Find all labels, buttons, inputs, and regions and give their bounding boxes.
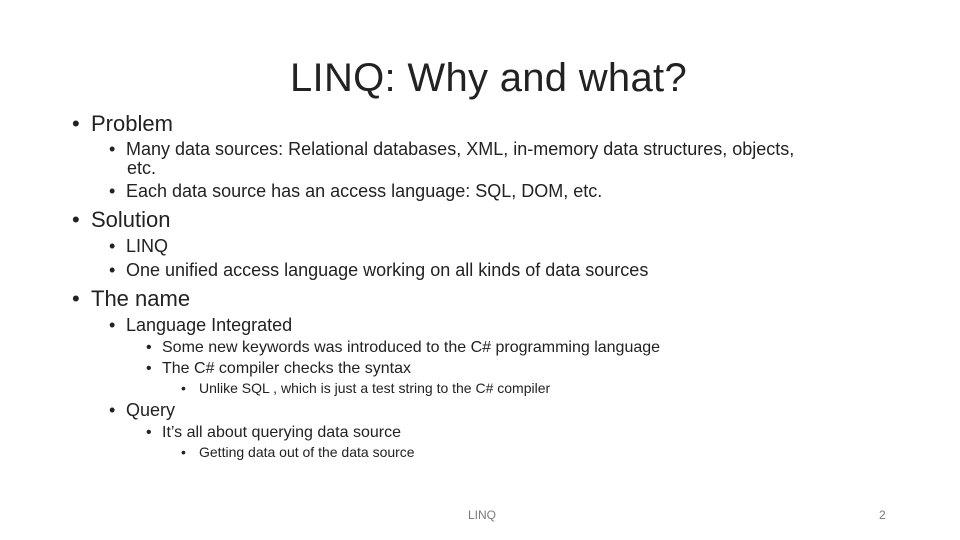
bullet-solution <box>72 207 171 233</box>
bullet-li-item-2-sub <box>181 380 550 396</box>
bullet-the-name <box>72 286 190 312</box>
bullet-dot: • <box>72 207 80 232</box>
slide-title: LINQ: Why and what? <box>290 56 687 100</box>
bullet-dot: • <box>109 260 116 280</box>
bullet-dot: • <box>146 339 152 356</box>
bullet-problem-item-2 <box>109 181 602 202</box>
footer-text: LINQ <box>468 508 497 522</box>
heading-the-name: The name <box>91 286 191 311</box>
query-item-1-sub-text: Getting data out of the data source <box>199 444 415 460</box>
li-item-2-text: The C# compiler checks the syntax <box>162 360 411 377</box>
problem-item-1-continuation: etc. <box>127 158 157 178</box>
bullet-query <box>109 400 175 421</box>
bullet-dot: • <box>181 380 186 396</box>
bullet-solution-item-1 <box>109 236 168 257</box>
bullet-language-integrated <box>109 315 292 336</box>
heading-problem: Problem <box>91 111 173 136</box>
bullet-li-item-1 <box>146 339 660 357</box>
bullet-dot: • <box>146 424 152 441</box>
bullet-dot: • <box>109 139 116 159</box>
bullet-dot: • <box>72 111 80 136</box>
query-item-1-text: It’s all about querying data source <box>162 424 401 441</box>
query-text: Query <box>126 400 176 420</box>
bullet-dot: • <box>109 181 116 201</box>
bullet-problem-item-1 <box>109 139 794 160</box>
bullet-problem <box>72 111 173 137</box>
bullet-query-item-1 <box>146 424 401 442</box>
problem-item-1-text: Many data sources: Relational databases, XML, in-memory data structures, objects, <box>126 139 795 159</box>
bullet-dot: • <box>146 360 152 377</box>
heading-solution: Solution <box>91 207 171 232</box>
li-item-2-sub-text: Unlike SQL , which is just a test string to the C# compiler <box>199 380 551 396</box>
bullet-dot: • <box>109 315 116 335</box>
bullet-query-item-1-sub <box>181 444 415 460</box>
bullet-dot: • <box>109 400 116 420</box>
slide-number: 2 <box>879 508 886 522</box>
bullet-solution-item-2 <box>109 260 648 281</box>
bullet-li-item-2 <box>146 360 411 378</box>
bullet-dot: • <box>181 444 186 460</box>
problem-item-2-text: Each data source has an access language: SQL, DOM, etc. <box>126 181 603 201</box>
language-integrated-text: Language Integrated <box>126 315 293 335</box>
bullet-dot: • <box>72 286 80 311</box>
solution-item-2-text: One unified access language working on all kinds of data sources <box>126 260 649 280</box>
bullet-dot: • <box>109 236 116 256</box>
li-item-1-text: Some new keywords was introduced to the C# programming language <box>162 339 661 356</box>
solution-item-1-text: LINQ <box>126 236 169 256</box>
